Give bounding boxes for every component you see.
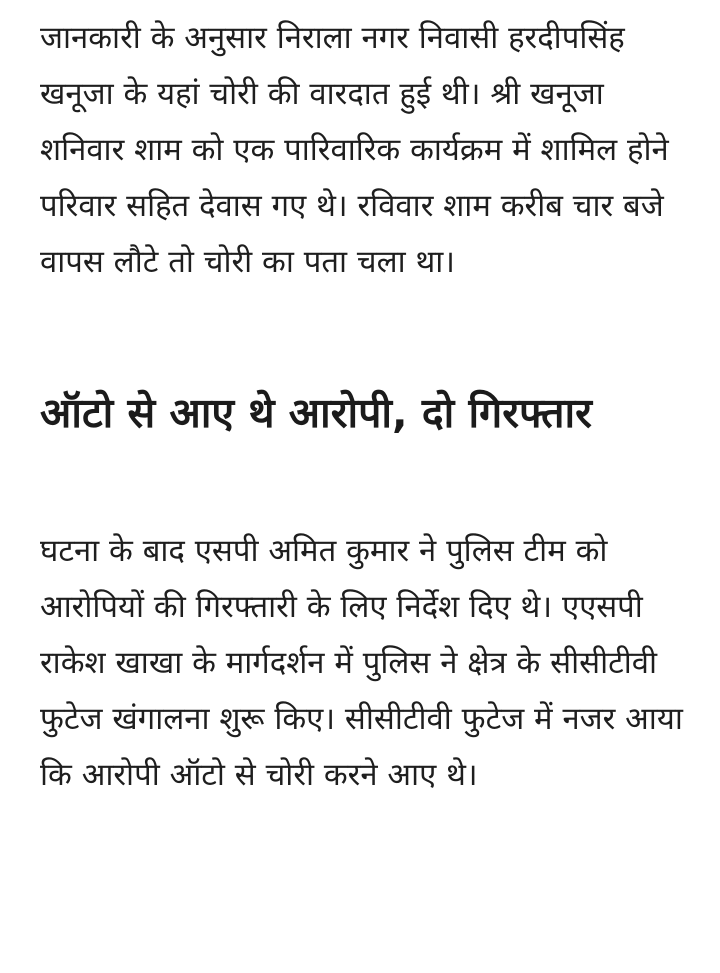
article-paragraph-investigation: घटना के बाद एसपी अमित कुमार ने पुलिस टीम को आरोपियों की गिरफ्तारी के लिए निर्देश दिए थे। एएसपी राकेश खाखा के मार्गदर्शन में पुलिस ने क्षेत्र के सीसीटीवी फुटेज खंगालना शुरू किए। सीसीटीवी फुटेज में नजर आया कि आरोपी ऑटो से चोरी करने आए थे। — [40, 533, 683, 793]
article-body — [40, 0, 690, 803]
article-subheading: ऑटो से आए थे आरोपी, दो गिरफ्तार — [40, 389, 592, 437]
article-paragraph-theft-details: जानकारी के अनुसार निराला नगर निवासी हरदीपसिंह खनूजा के यहां चोरी की वारदात हुई थी। श्री खनूजा शनिवार शाम को एक पारिवारिक कार्यक्रम में शामिल होने परिवार सहित देवास गए थे। रविवार शाम करीब चार बजे वापस लौटे तो चोरी का पता चला था। — [40, 20, 669, 280]
